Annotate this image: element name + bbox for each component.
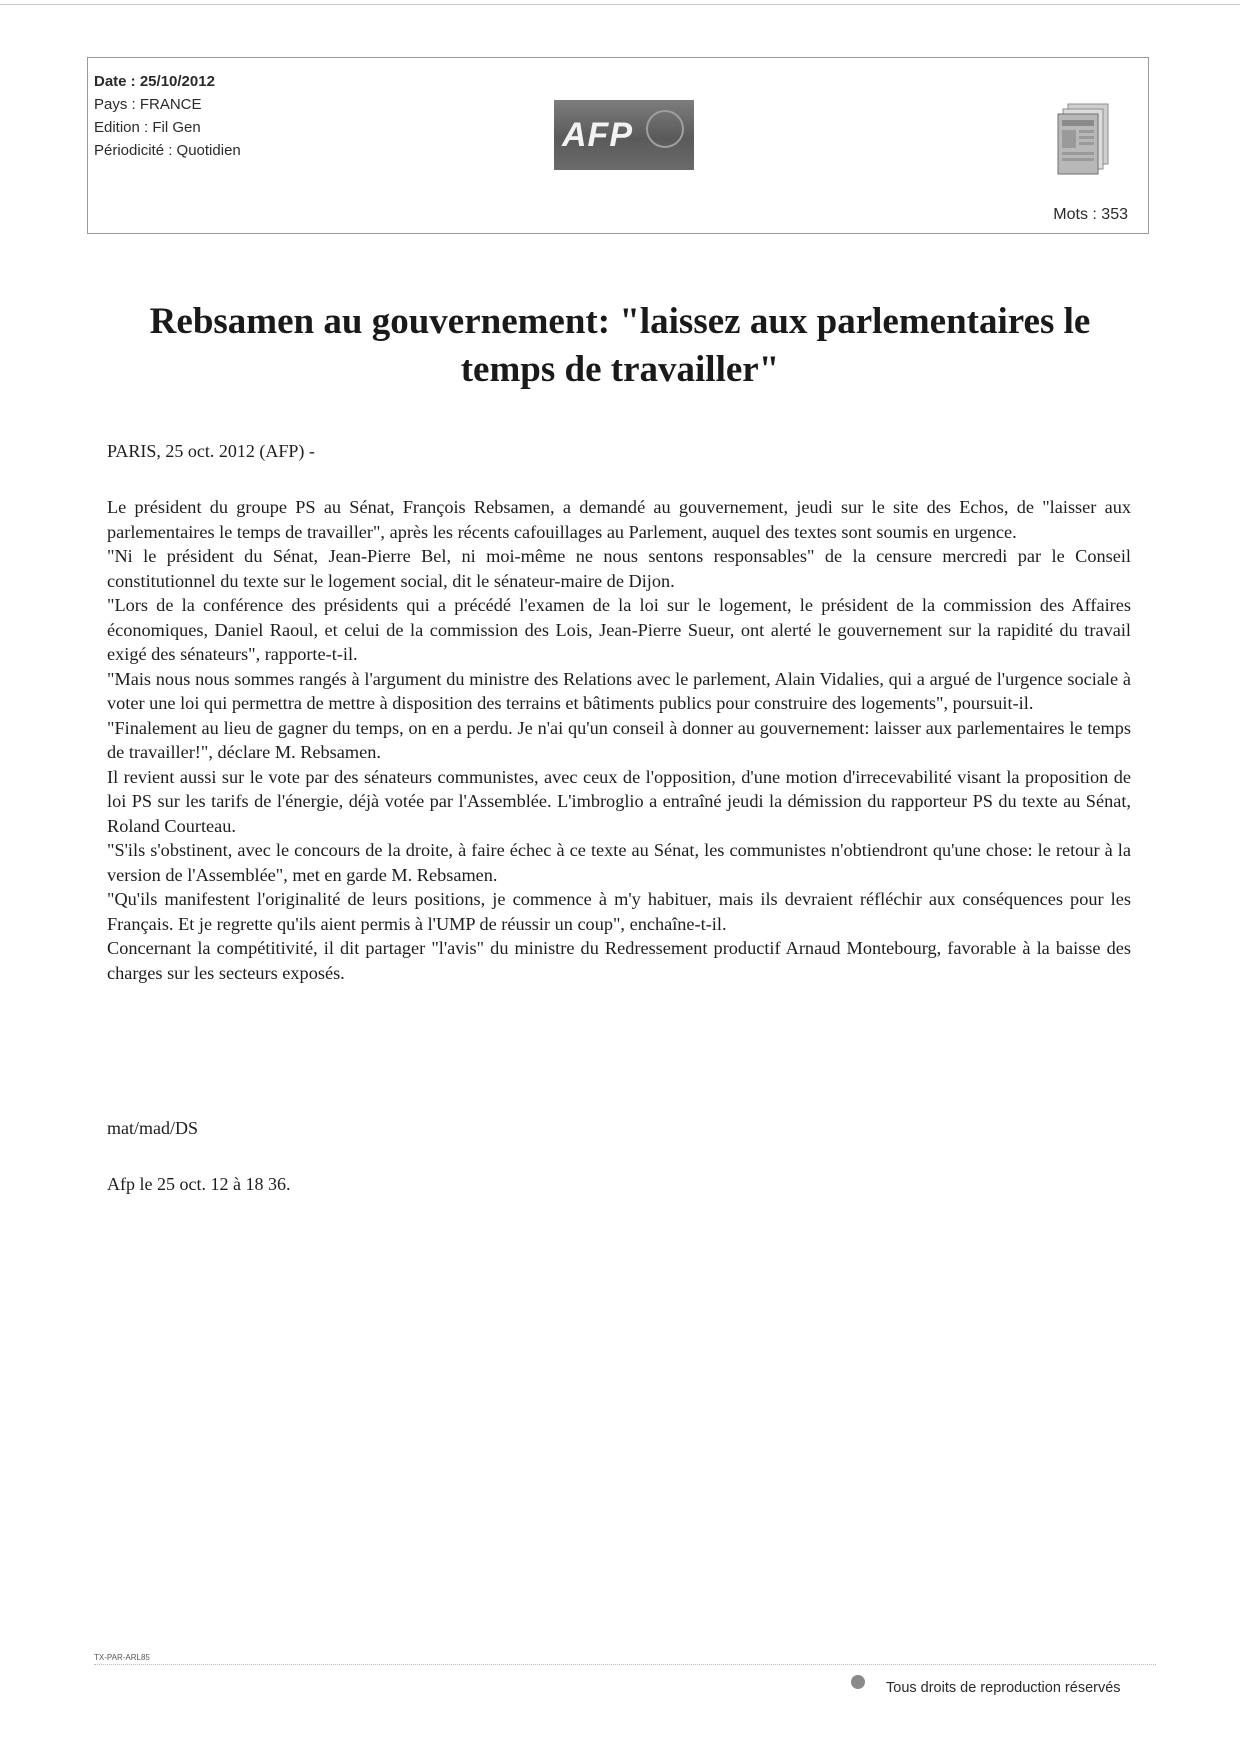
footer-code: TX-PAR-ARL85 [94,1653,150,1662]
author-initials: mat/mad/DS [107,1118,198,1138]
article-paragraph: "Mais nous nous sommes rangés à l'argument du ministre des Relations avec le parlement, Alain Vidalies, qui a argué de l'urgence sociale à voter une loi qui permettra de mettre à disposition des terrains et bâtiments publics pour construire des logements", poursuit-il. [107,668,1131,713]
article-paragraph: Le président du groupe PS au Sénat, François Rebsamen, a demandé au gouvernement, jeudi sur le site des Echos, de "laisser aux parlementaires le temps de travailler", après les récents cafouillages au Parlement, auquel des textes sont soumis en urgence. [107,497,1131,542]
footer-logo-icon [851,1675,865,1689]
footer-divider [94,1664,1156,1665]
article-title-line-2: temps de travailler" [460,349,780,390]
page-top-border [0,4,1240,5]
article-body [107,495,1131,985]
edition-label: Edition : Fil Gen [94,119,201,136]
dispatch-timestamp: Afp le 25 oct. 12 à 18 36. [107,1174,291,1194]
article-paragraph: "Qu'ils manifestent l'originalité de leurs positions, je commence à m'y habituer, mais ils devraient réfléchir aux conséquences pour les Français. Et je regrette qu'ils aient permis à l'UMP de réussir un coup", enchaîne-t-il. [107,889,1131,934]
afp-logo-text: AFP [562,115,633,154]
article-title [90,298,1150,394]
newspaper-stack-icon [1054,100,1114,180]
article-paragraph: "S'ils s'obstinent, avec le concours de la droite, à faire échec à ce texte au Sénat, les communistes n'obtiendront qu'une chose: le retour à la version de l'Assemblée", met en garde M. Rebsamen. [107,840,1131,885]
country-label: Pays : FRANCE [94,96,202,113]
afp-logo [554,100,694,170]
periodicity-label: Périodicité : Quotidien [94,142,241,159]
article-paragraph: Concernant la compétitivité, il dit partager "l'avis" du ministre du Redressement productif Arnaud Montebourg, favorable à la baisse des charges sur les secteurs exposés. [107,938,1131,983]
date-label: Date : 25/10/2012 [94,73,215,90]
article-title-line-1: Rebsamen au gouvernement: "laissez aux parlementaires le [149,301,1091,342]
word-count: Mots : 353 [1053,206,1128,223]
globe-icon [646,110,684,148]
article-paragraph: "Lors de la conférence des présidents qui a précédé l'examen de la loi sur le logement, le président de la commission des Affaires économiques, Daniel Raoul, et celui de la commission des Lois, Jean-Pierre Sueur, ont alerté le gouvernement sur la rapidité du travail exigé des sénateurs", rapporte-t-il. [107,595,1131,664]
metadata-block [94,70,241,162]
article-paragraph: Il revient aussi sur le vote par des sénateurs communistes, avec ceux de l'opposition, d'une motion d'irrecevabilité visant la proposition de loi PS sur les tarifs de l'énergie, déjà votée par l'Assemblée. L'imbroglio a entraîné jeudi la démission du rapporteur PS du texte au Sénat, Roland Courteau. [107,766,1131,836]
article-dateline: PARIS, 25 oct. 2012 (AFP) - [107,441,315,461]
clipping-header [87,57,1149,234]
copyright-notice: Tous droits de reproduction réservés [886,1680,1121,1696]
article-paragraph: "Finalement au lieu de gagner du temps, on en a perdu. Je n'ai qu'un conseil à donner au gouvernement: laisser aux parlementaires le temps de travailler!", déclare M. Rebsamen. [107,717,1131,762]
article-paragraph: "Ni le président du Sénat, Jean-Pierre Bel, ni moi-même ne nous sentons responsables" de la censure mercredi par le Conseil constitutionnel du texte sur le logement social, dit le sénateur-maire de Dijon. [107,546,1131,591]
